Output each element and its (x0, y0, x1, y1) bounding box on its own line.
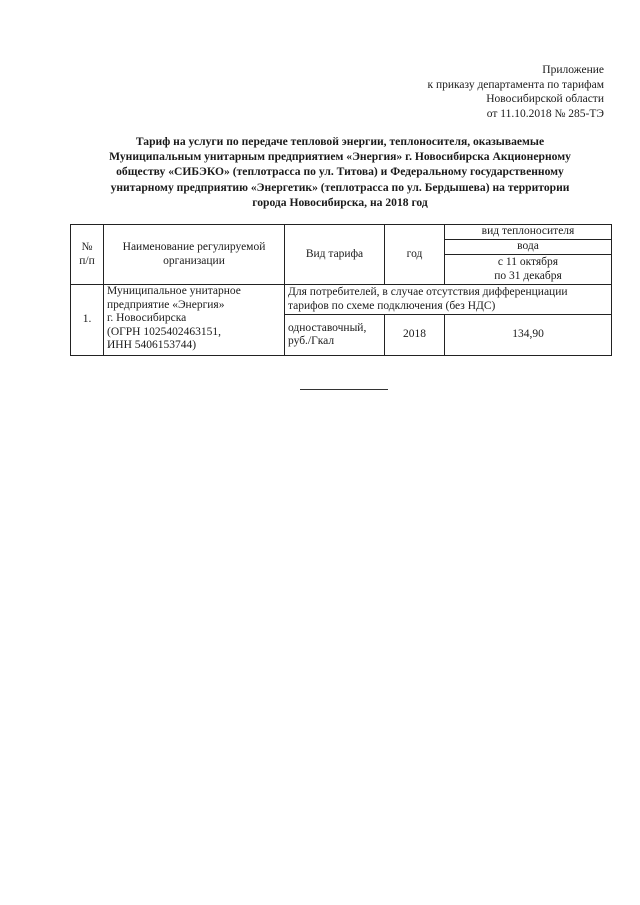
header-period (445, 255, 612, 285)
row-year: 2018 (385, 315, 445, 356)
title-line: обществу «СИБЭКО» (теплотрасса по ул. Титова) и Федеральному государственному (116, 165, 564, 179)
header-period-line: по 31 декабря (494, 269, 562, 282)
header-year: год (385, 225, 445, 285)
appendix-line: к приказу департамента по тарифам (427, 78, 604, 91)
row-value: 134,90 (445, 315, 612, 356)
row-tariff-type (285, 315, 385, 356)
tariff-table (70, 224, 612, 356)
header-coolant-type: вид теплоносителя (445, 225, 612, 240)
appendix-line: Новосибирской области (486, 93, 604, 105)
row-consumers (285, 285, 612, 315)
appendix-header (427, 63, 604, 121)
header-num-line: № (81, 241, 93, 253)
header-org-line: организации (163, 254, 225, 267)
header-period-line: с 11 октября (497, 256, 559, 268)
org-line: Муниципальное унитарное (107, 285, 241, 297)
title-line: города Новосибирска, на 2018 год (252, 195, 428, 209)
row-num: 1. (71, 285, 104, 356)
org-line: предприятие «Энергия» (107, 298, 225, 311)
header-organization (104, 225, 285, 285)
org-line: ИНН 5406153744) (107, 339, 197, 351)
tariff-line: одноставочный, (288, 321, 367, 334)
tariff-line: руб./Гкал (288, 335, 335, 347)
header-coolant: вода (445, 240, 612, 255)
document-title (70, 134, 610, 210)
table-row (71, 285, 612, 315)
header-num (71, 225, 104, 285)
consumers-line: тарифов по схеме подключения (без НДС) (288, 299, 496, 312)
header-org-line: Наименование регулируемой (122, 241, 266, 253)
appendix-line: Приложение (542, 64, 604, 76)
title-line: унитарному предприятию «Энергетик» (теплотрасса по ул. Бердышева) на территории (110, 180, 570, 194)
appendix-line: от 11.10.2018 № 285-ТЭ (486, 107, 604, 120)
org-line: (ОГРН 1025402463151, (107, 325, 221, 338)
consumers-line: Для потребителей, в случае отсутствия дифференциации (288, 286, 568, 298)
title-line: Муниципальным унитарным предприятием «Энергия» г. Новосибирска Акционерному (109, 150, 571, 164)
divider-line (300, 389, 388, 390)
header-tariff-type: Вид тарифа (285, 225, 385, 285)
title-line: Тариф на услуги по передаче тепловой энергии, теплоносителя, оказываемые (135, 135, 545, 148)
org-line: г. Новосибирска (107, 312, 187, 324)
header-num-line: п/п (79, 254, 95, 267)
row-organization (104, 285, 285, 356)
